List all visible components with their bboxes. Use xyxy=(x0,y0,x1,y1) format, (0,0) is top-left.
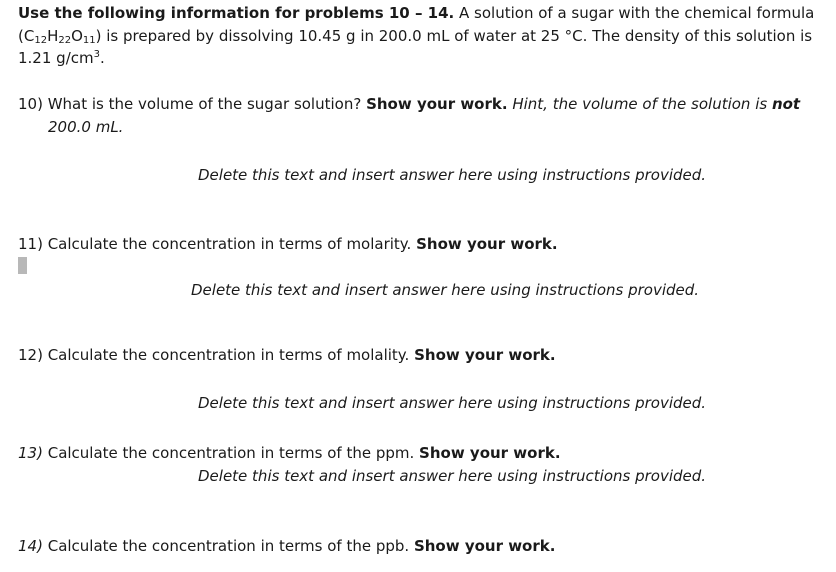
formula-rest: ) is prepared by dissolving 10.45 g in 200.0 mL of water at 25 °C. The density of this solution is xyxy=(95,27,813,45)
question-12-text: 12) Calculate the concentration in terms of molality. xyxy=(18,346,415,364)
formula-sub-c: 12 xyxy=(34,35,48,46)
question-14-text: Calculate the concentration in terms of the ppb. xyxy=(42,537,414,555)
text-cursor-marker xyxy=(18,257,27,274)
intro-lead-rest: A solution of a sugar with the chemical formula xyxy=(454,4,815,22)
formula-sub-h: 22 xyxy=(58,35,72,46)
answer-12-placeholder[interactable]: Delete this text and insert answer here using instructions provided. xyxy=(198,394,707,412)
question-10-show-work: Show your work. xyxy=(366,95,508,113)
question-11-text: 11) Calculate the concentration in terms of molarity. xyxy=(18,235,417,253)
question-13-number: 13) xyxy=(18,444,43,462)
question-10 xyxy=(18,93,800,115)
question-10-hint-continued: 200.0 mL. xyxy=(48,118,124,136)
question-11 xyxy=(18,233,558,255)
answer-13-placeholder[interactable]: Delete this text and insert answer here using instructions provided. xyxy=(198,467,707,485)
intro-line-1 xyxy=(18,2,814,24)
question-11-show-work: Show your work. xyxy=(416,235,558,253)
formula-sub-o: 11 xyxy=(82,35,96,46)
intro-line-2 xyxy=(18,25,812,47)
formula-h: H xyxy=(47,27,59,45)
density-exponent: 3 xyxy=(93,49,100,60)
answer-11-placeholder[interactable]: Delete this text and insert answer here using instructions provided. xyxy=(191,281,700,299)
answer-10-placeholder[interactable]: Delete this text and insert answer here using instructions provided. xyxy=(198,166,707,184)
intro-lead-bold: Use the following information for problems 10 – 14. xyxy=(18,4,455,22)
question-13-text: Calculate the concentration in terms of the ppm. xyxy=(42,444,420,462)
question-10-text: 10) What is the volume of the sugar solution? xyxy=(18,95,367,113)
question-12-show-work: Show your work. xyxy=(414,346,556,364)
question-12 xyxy=(18,344,556,366)
formula-o: O xyxy=(71,27,83,45)
density-end: . xyxy=(99,49,105,67)
question-14 xyxy=(18,535,555,557)
question-10-hint-not: not xyxy=(771,95,801,113)
question-13 xyxy=(18,442,561,464)
formula-open: (C xyxy=(18,27,35,45)
question-10-hint: Hint, the volume of the solution is xyxy=(507,95,772,113)
question-14-show-work: Show your work. xyxy=(413,537,556,555)
density-value: 1.21 g/cm xyxy=(18,49,94,67)
intro-line-3 xyxy=(18,47,105,69)
question-14-number: 14) xyxy=(18,537,43,555)
question-13-show-work: Show your work. xyxy=(419,444,561,462)
